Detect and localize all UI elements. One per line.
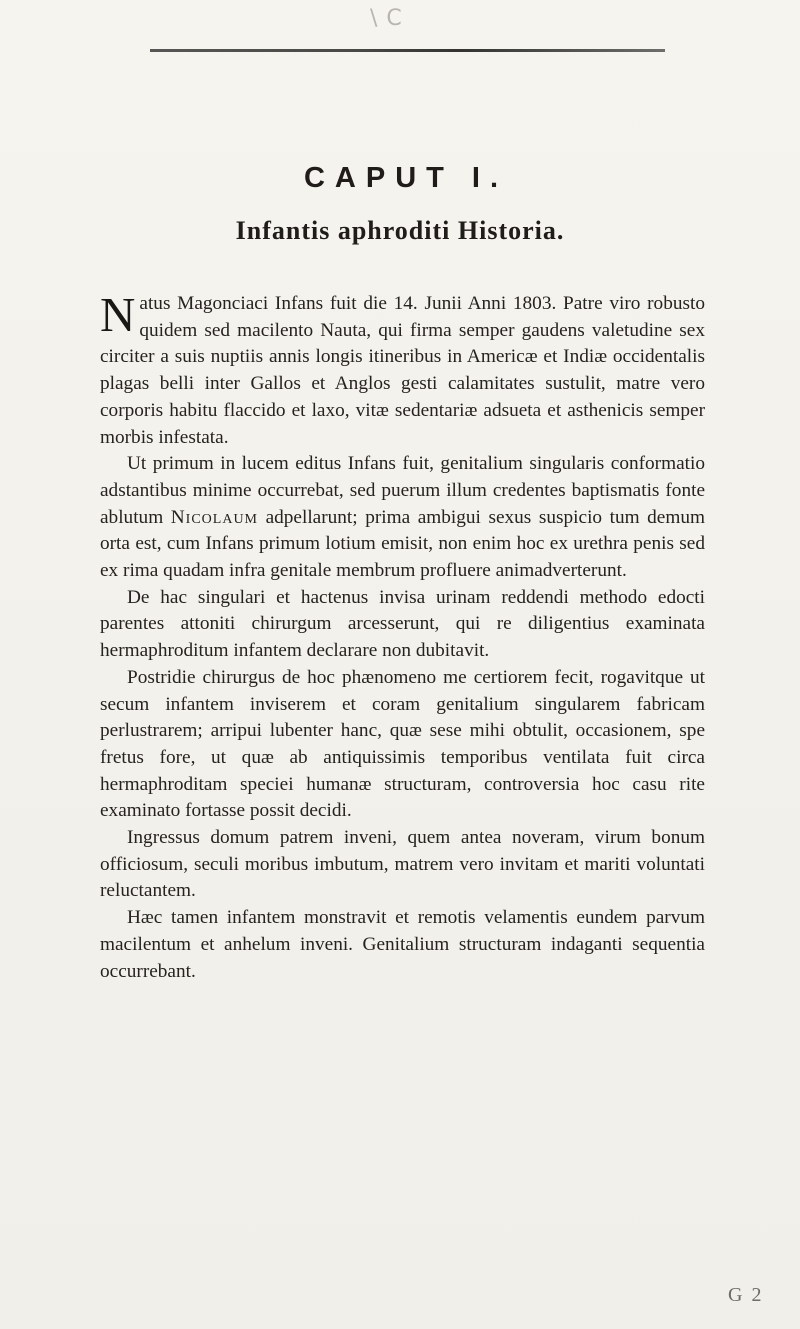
paragraph-4: Postridie chirurgus de hoc phænomeno me certiorem fecit, rogavitque ut secum infantem inviserem et coram genitalium singularem fabricam perlustrarem; arripui lubenter hanc, quæ sese mihi obtulit, occasionem, spe fretus fore, ut quæ ab antiquissimis temporibus ventilata fuit circa hermaphroditam speciei humanæ structuram, controversia hoc casu rite examinato fortasse possit decidi. (100, 666, 705, 822)
paragraph-1 (100, 287, 705, 451)
header-rule (150, 49, 665, 52)
paragraph-3: De hac singulari et hactenus invisa urinam reddendi methodo edocti parentes attoniti chirurgum arcesserunt, qui re diligentius examinata hermaphroditum infantem declarare non dubitavit. (100, 586, 705, 662)
paragraph-5: Ingressus domum patrem inveni, quem antea noveram, virum bonum officiosum, seculi moribus imbutum, matrem vero invitam et mariti voluntati reluctantem. (100, 827, 705, 902)
paragraph-2-text-after: adpellarunt; prima ambigui sexus suspicio tum demum orta est, cum Infans primum lotium emisit, non enim hoc ex urethra penis sed ex rima quadam infra genitale membrum profluere animadverterunt. (100, 506, 705, 582)
top-corner-mark: \ C (370, 6, 403, 31)
signature-mark: G 2 (728, 1284, 764, 1306)
name-nicolaum: Nicolaum (170, 506, 259, 528)
paragraph-2 (100, 451, 705, 585)
chapter-subtitle: Infantis aphroditi Historia. (235, 216, 565, 245)
drop-cap: N (100, 287, 136, 342)
paragraph-1-text: atus Magonciaci Infans fuit die 14. Junii Anni 1803. Patre viro robusto quidem sed macilento Nauta, qui firma semper gaudens valetudine sex circiter a suis nuptiis annis longis itineribus in Americæ et Indiæ occidentalis plagas belli inter Gallos et Anglos gesti calamitates sustulit, matre vero corporis habitu flaccido et laxo, vitæ sedentariæ adsueta et asthenicis semper morbis infestata. (100, 293, 705, 448)
chapter-heading: CAPUT I. (303, 162, 509, 194)
body-text (100, 287, 705, 985)
paragraph-6: Hæc tamen infantem monstravit et remotis velamentis eundem parvum macilentum et anhelum inveni. Genitalium structuram indaganti sequentia occurrebant. (100, 907, 705, 982)
paragraph-2-text-before: Ut primum in lucem editus Infans fuit, genitalium singularis conformatio adstantibus minime occurrebat, sed puerum illum credentes baptismatis fonte ablutum (100, 453, 705, 528)
